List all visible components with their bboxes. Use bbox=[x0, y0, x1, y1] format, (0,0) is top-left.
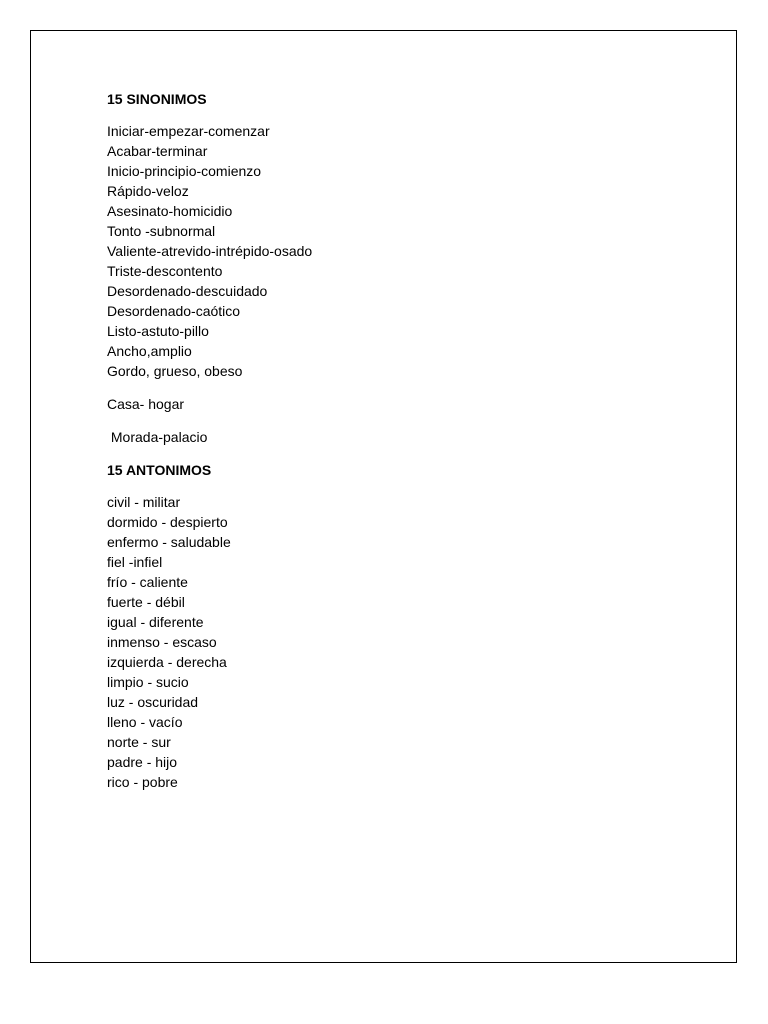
list-item: Triste-descontento bbox=[107, 263, 223, 279]
list-item: limpio - sucio bbox=[107, 674, 189, 690]
list-item: enfermo - saludable bbox=[107, 534, 231, 550]
synonyms-list bbox=[107, 121, 312, 381]
antonyms-list bbox=[107, 492, 312, 792]
document-page bbox=[30, 30, 737, 963]
list-item: inmenso - escaso bbox=[107, 634, 217, 650]
list-item: Gordo, grueso, obeso bbox=[107, 363, 243, 379]
list-item: rico - pobre bbox=[107, 774, 178, 790]
list-item: Asesinato-homicidio bbox=[107, 203, 233, 219]
list-item: izquierda - derecha bbox=[107, 654, 227, 670]
list-item: Valiente-atrevido-intrépido-osado bbox=[107, 243, 313, 259]
list-item: igual - diferente bbox=[107, 614, 204, 630]
document-content bbox=[107, 89, 312, 792]
list-item: civil - militar bbox=[107, 494, 181, 510]
antonyms-heading: 15 ANTONIMOS bbox=[107, 462, 212, 478]
list-item: Acabar-terminar bbox=[107, 143, 208, 159]
list-item: luz - oscuridad bbox=[107, 694, 199, 710]
list-item: dormido - despierto bbox=[107, 514, 228, 530]
list-item: Rápido-veloz bbox=[107, 183, 189, 199]
list-item: fiel -infiel bbox=[107, 554, 163, 570]
list-item: fuerte - débil bbox=[107, 594, 185, 610]
list-item: Ancho,amplio bbox=[107, 343, 192, 359]
list-item: lleno - vacío bbox=[107, 714, 183, 730]
list-item: norte - sur bbox=[107, 734, 171, 750]
synonyms-heading: 15 SINONIMOS bbox=[107, 91, 207, 107]
list-item: frío - caliente bbox=[107, 574, 188, 590]
synonym-extra-morada: Morada-palacio bbox=[107, 429, 208, 445]
list-item: Desordenado-descuidado bbox=[107, 283, 268, 299]
list-item: Iniciar-empezar-comenzar bbox=[107, 123, 270, 139]
list-item: padre - hijo bbox=[107, 754, 178, 770]
list-item: Tonto -subnormal bbox=[107, 223, 216, 239]
list-item: Desordenado-caótico bbox=[107, 303, 241, 319]
synonym-extra-casa: Casa- hogar bbox=[107, 396, 185, 412]
list-item: Listo-astuto-pillo bbox=[107, 323, 209, 339]
list-item: Inicio-principio-comienzo bbox=[107, 163, 262, 179]
